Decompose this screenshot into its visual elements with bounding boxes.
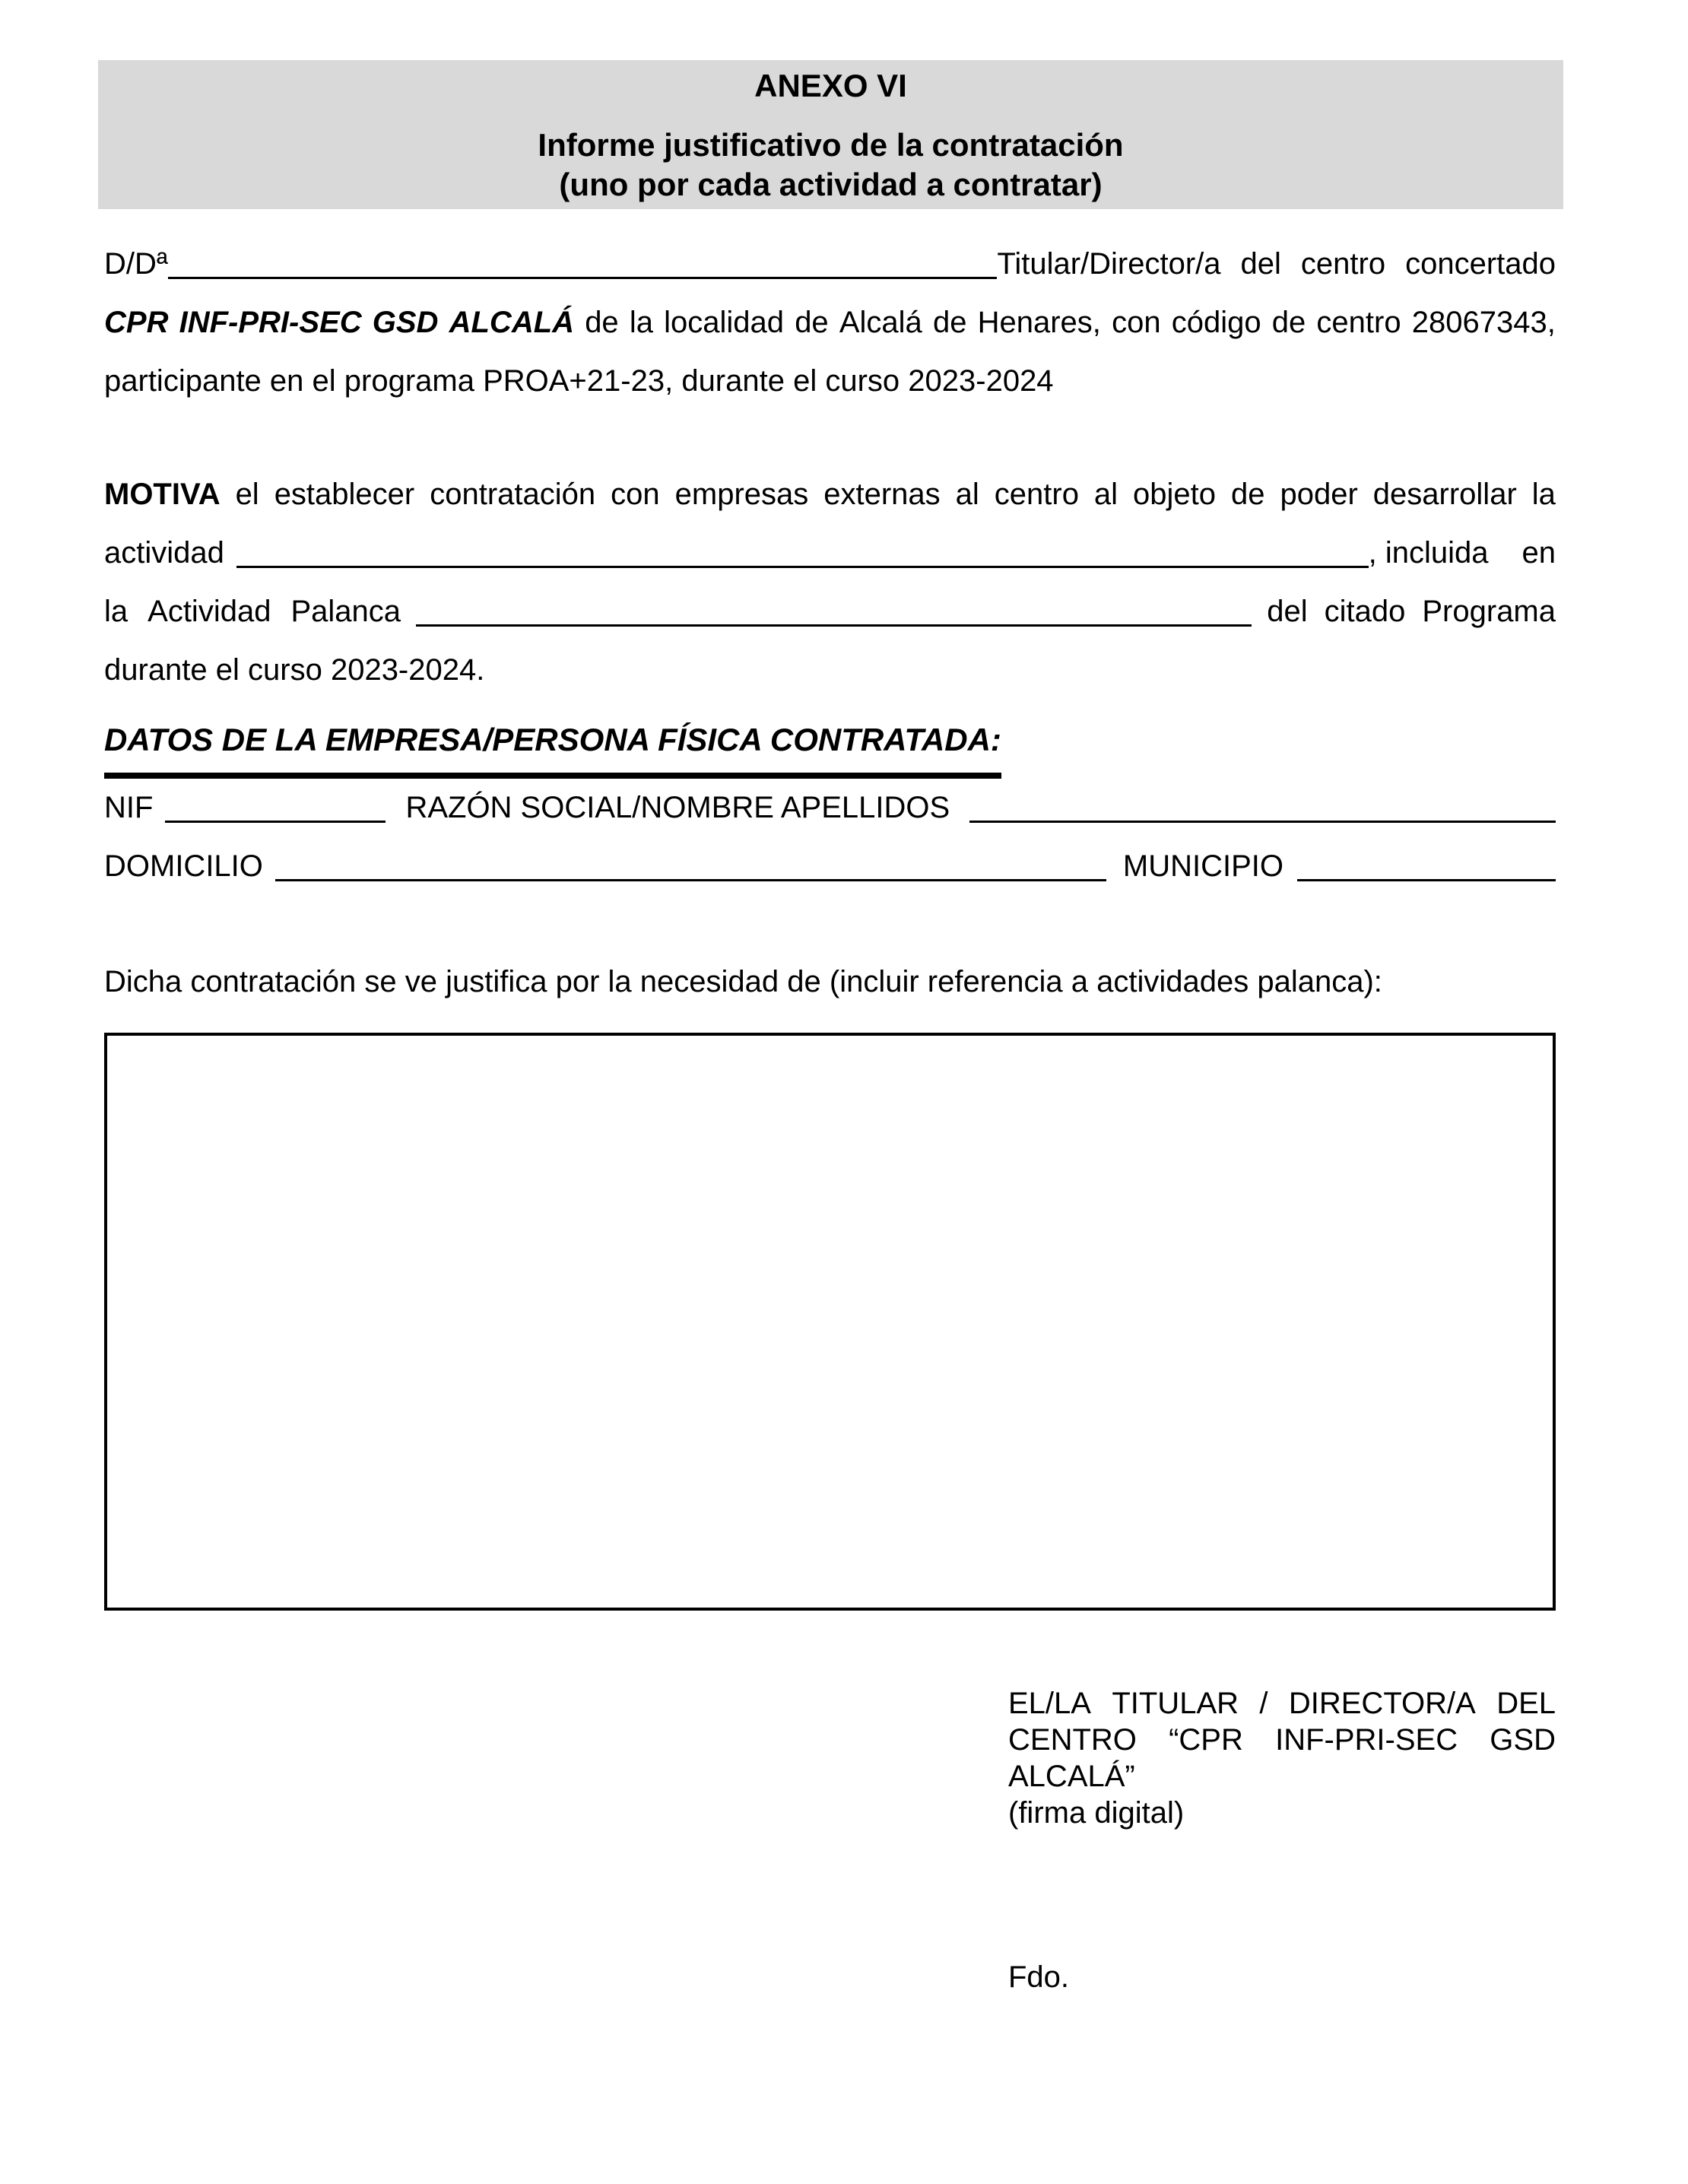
word: poder (1280, 478, 1358, 511)
word: objeto (1133, 478, 1217, 511)
word: de (795, 306, 829, 339)
intro-line-3 (104, 352, 1556, 411)
municipio-label: MUNICIPIO (1122, 849, 1283, 883)
nif-label: NIF (104, 791, 154, 824)
word: TITULAR (1112, 1687, 1239, 1720)
razon-blank-line[interactable] (969, 785, 1556, 823)
report-title: Informe justificativo de la contratación (538, 127, 1124, 163)
motiva-line-1 (104, 465, 1556, 524)
word: la (104, 595, 129, 628)
word: de (1271, 306, 1306, 339)
intro-line-1 (104, 235, 1556, 294)
dd-label: D/Dª (104, 247, 168, 281)
nif-blank-line[interactable] (165, 785, 386, 823)
word: contratación (430, 478, 596, 511)
word: establecer (274, 478, 415, 511)
name-blank-line[interactable] (168, 241, 998, 279)
justification-intro: Dicha contratación se ve justifica por la necesidad de (incluir referencia a actividades palanca): (104, 965, 1382, 998)
center-name-word: CPR (104, 306, 169, 339)
justification-intro-line (104, 953, 1556, 1011)
word: citado (1324, 595, 1406, 628)
word: al (955, 478, 979, 511)
fdo-row (1008, 1959, 1556, 1995)
datos-heading: DATOS DE LA EMPRESA/PERSONA FÍSICA CONTRATADA: (104, 710, 1001, 779)
word: Henares, (977, 306, 1101, 339)
domicilio-label: DOMICILIO (104, 849, 263, 883)
word: DIRECTOR/A (1288, 1687, 1476, 1720)
actividad-blank-line[interactable] (236, 530, 1369, 568)
word: Actividad (148, 595, 271, 628)
datos-heading-row (104, 710, 1556, 779)
signature-digital-note: (firma digital) (1008, 1796, 1185, 1830)
word: centro (994, 478, 1079, 511)
center-name-word: GSD (372, 306, 439, 339)
word: del (1240, 247, 1281, 281)
word: CENTRO (1008, 1723, 1137, 1757)
domicilio-blank-line[interactable] (275, 843, 1106, 881)
word: Alcalá (839, 306, 922, 339)
actividad-label: actividad (104, 536, 224, 570)
center-name-word: INF-PRI-SEC (179, 306, 362, 339)
razon-label: RAZÓN SOCIAL/NOMBRE APELLIDOS (405, 791, 950, 824)
motiva-line-3 (104, 583, 1556, 641)
word: GSD (1490, 1723, 1556, 1757)
curso-text: durante el curso 2023-2024. (104, 653, 485, 687)
word: código (1171, 306, 1261, 339)
intro-line-2 (104, 294, 1556, 352)
word: centro (1316, 306, 1401, 339)
word: , incluida (1368, 536, 1489, 570)
municipio-blank-line[interactable] (1297, 843, 1556, 881)
signature-line-1 (1008, 1685, 1556, 1722)
fdo-label: Fdo. (1008, 1960, 1070, 1994)
nif-line (104, 779, 1556, 837)
word: de (1231, 478, 1265, 511)
word: de (585, 306, 619, 339)
word: Programa (1422, 595, 1556, 628)
palanca-blank-line[interactable] (416, 589, 1252, 627)
justification-box[interactable] (104, 1033, 1556, 1611)
word: “CPR (1169, 1723, 1243, 1757)
motiva-line-2 (104, 524, 1556, 583)
word: en (1521, 536, 1556, 570)
word: Titular/Director/a (997, 247, 1221, 281)
word: desarrollar (1372, 478, 1517, 511)
word: externas (823, 478, 941, 511)
word: de (932, 306, 967, 339)
motiva-label: MOTIVA (104, 478, 221, 511)
word: el (235, 478, 259, 511)
report-subtitle: (uno por cada actividad a contratar) (559, 167, 1103, 202)
title-block (98, 60, 1563, 209)
word: del (1267, 595, 1308, 628)
word: DEL (1496, 1687, 1556, 1720)
center-code: 28067343, (1411, 306, 1556, 339)
annex-title: ANEXO VI (754, 68, 907, 103)
motiva-line-4 (104, 641, 1556, 700)
signature-block (1008, 1685, 1556, 1831)
program-text: participante en el programa PROA+21-23, durante el curso 2023-2024 (104, 364, 1054, 398)
word: la (1531, 478, 1556, 511)
word: EL/LA (1008, 1687, 1091, 1720)
center-name-word: ALCALÁ (449, 306, 575, 339)
word: centro (1300, 247, 1386, 281)
word: con (1112, 306, 1161, 339)
word: al (1093, 478, 1118, 511)
word: empresas (674, 478, 809, 511)
signature-line-3: ALCALÁ” (1008, 1760, 1135, 1793)
word: INF-PRI-SEC (1275, 1723, 1458, 1757)
word: concertado (1405, 247, 1556, 281)
signature-line-2 (1008, 1722, 1556, 1758)
word: la (629, 306, 653, 339)
title-spacer (98, 106, 1563, 125)
word: Palanca (290, 595, 401, 628)
word: con (611, 478, 660, 511)
word: localidad (664, 306, 785, 339)
word: / (1259, 1687, 1268, 1720)
domicilio-line (104, 837, 1556, 896)
